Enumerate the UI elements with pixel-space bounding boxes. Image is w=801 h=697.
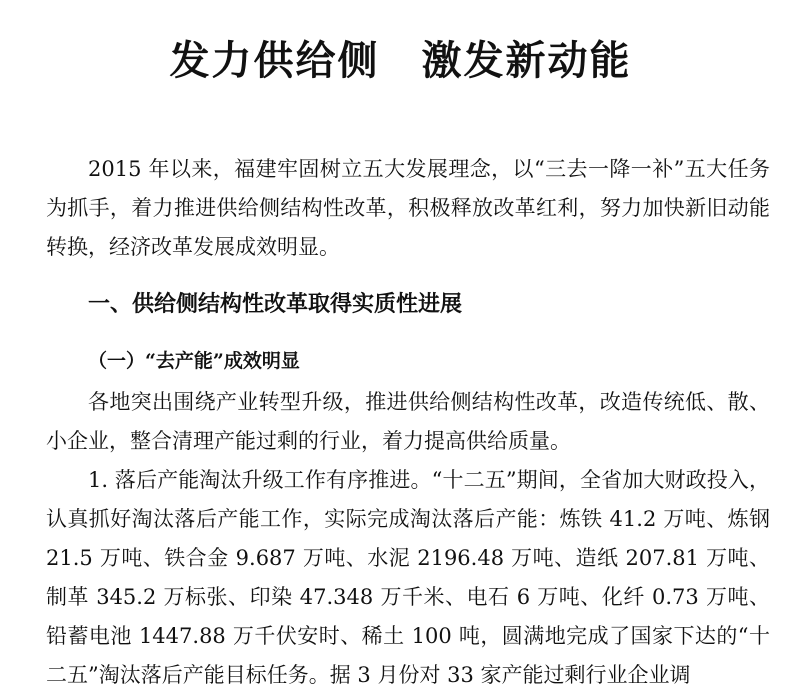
document-title: 发力供给侧 激发新动能 [169,37,632,84]
subsection-heading: （一）“去产能”成效明显 [88,350,300,372]
item-paragraph: 1. 落后产能淘汰升级工作有序推进。“十二五”期间，全省加大财政投入，认真抓好淘汰落后产能工作，实际完成淘汰落后产能：炼铁 41.2 万吨、炼钢 21.5 万吨、铁合金 9.687 万吨、水泥 2196.48 万吨、造纸 207.81 万吨、制革 345.2 万标张、印染 47.348 万千米、电石 6 万吨、化纤 0.73 万吨、铅蓄电池 1447.88 万千伏安时、稀土 100 吨，圆满地完成了国家下达的“十二五”淘汰落后产能目标任务。据 3 月份对 33 家产能过剩行业企业调 [46,468,770,687]
subsection-paragraph: 各地突出围绕产业转型升级，推进供给侧结构性改革，改造传统低、散、小企业，整合清理产能过剩的行业，着力提高供给质量。 [46,390,770,453]
section-heading: 一、供给侧结构性改革取得实质性进展 [88,292,463,317]
intro-paragraph: 2015 年以来，福建牢固树立五大发展理念，以“三去一降一补”五大任务为抓手，着力推进供给侧结构性改革，积极释放改革红利，努力加快新旧动能转换，经济改革发展成效明显。 [46,157,770,259]
